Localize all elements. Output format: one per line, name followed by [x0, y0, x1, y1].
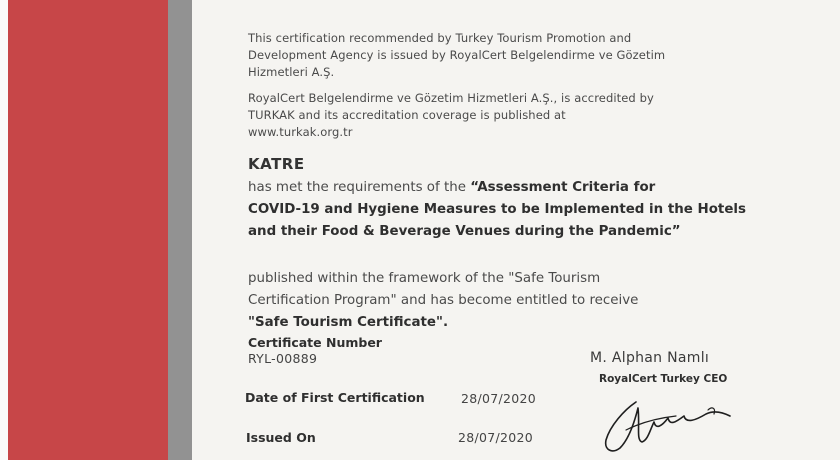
requirement-prefix: has met the requirements of the: [248, 180, 471, 195]
criteria-title-part-3: and their Food & Beverage Venues during the Pandemic”: [248, 224, 681, 239]
accreditation-line-1: RoyalCert Belgelendirme ve Gözetim Hizmetleri A.Ş., is accredited by: [248, 91, 654, 105]
criteria-title-part-1: “Assessment Criteria for: [470, 180, 656, 195]
intro-line-2: Development Agency is issued by RoyalCert Belgelendirme ve Gözetim: [248, 48, 666, 62]
signature-icon: [596, 396, 746, 460]
first-certification-date: 28/07/2020: [461, 391, 537, 406]
certificate-number: RYL-00889: [248, 351, 318, 366]
signer-name: M. Alphan Namlı: [590, 350, 710, 366]
certificate-name: "Safe Tourism Certificate".: [248, 315, 449, 330]
issued-on-label: Issued On: [246, 430, 316, 445]
criteria-title-part-2: COVID-19 and Hygiene Measures to be Implemented in the Hotels: [248, 202, 746, 217]
intro-line-3: Hizmetleri A.Ş.: [248, 65, 335, 79]
signer-title: RoyalCert Turkey CEO: [599, 373, 728, 385]
accreditation-url: www.turkak.org.tr: [248, 125, 353, 139]
left-border: [0, 0, 8, 460]
certificate-number-label: Certificate Number: [248, 335, 382, 350]
company-name: KATRE: [248, 155, 305, 173]
published-line-1: published within the framework of the "Safe Tourism: [248, 271, 601, 286]
accreditation-line-2: TURKAK and its accreditation coverage is published at: [248, 108, 566, 122]
first-certification-label: Date of First Certification: [245, 390, 425, 405]
red-band: [8, 0, 168, 460]
issued-on-date: 28/07/2020: [458, 430, 534, 445]
requirement-line-1: [248, 178, 655, 197]
intro-line-1: This certification recommended by Turkey Tourism Promotion and: [248, 31, 632, 45]
published-line-2: Certification Program" and has become entitled to receive: [248, 293, 639, 308]
gray-band: [168, 0, 192, 460]
